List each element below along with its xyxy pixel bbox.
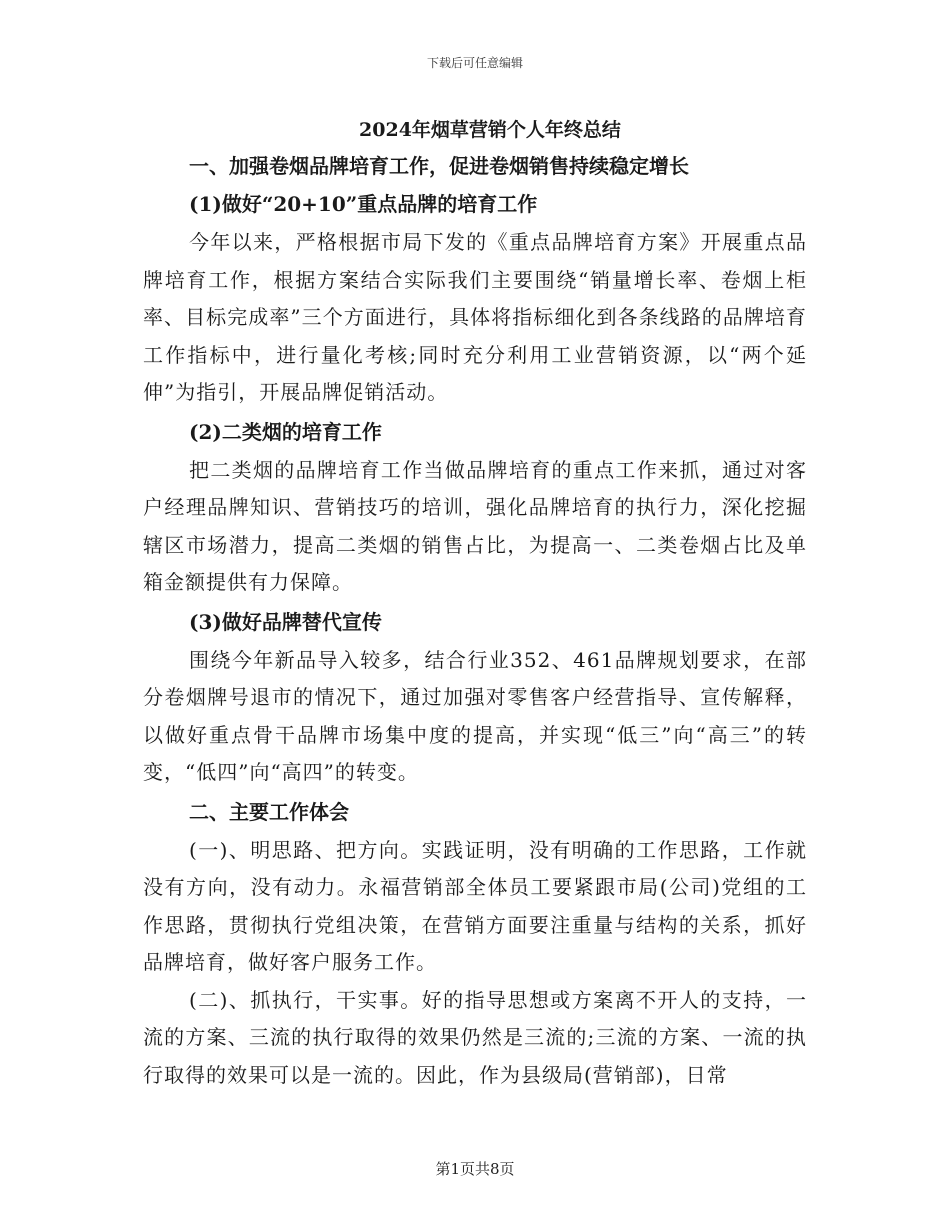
subsection-3-heading: (3)做好品牌替代宣传	[189, 609, 382, 634]
header-note: 下载后可任意编辑	[426, 56, 523, 70]
document-body	[143, 112, 807, 1094]
subsection-2-body: 把二类烟的品牌培育工作当做品牌培育的重点工作来抓，通过对客户经理品牌知识、营销技巧的培训，强化品牌培育的执行力，深化挖掘辖区市场潜力，提高二类烟的销售占比，为提高一、二类卷烟占比及单箱金额提供有力保障。	[143, 457, 807, 594]
page-number: 第1页共8页	[435, 1160, 515, 1178]
subsection-3-body: 围绕今年新品导入较多，结合行业352、461品牌规划要求，在部分卷烟牌号退市的情况下，通过加强对零售客户经营指导、宣传解释，以做好重点骨干品牌市场集中度的提高，并实现“低三”向“高三”的转变，“低四”向“高四”的转变。	[143, 647, 807, 784]
section-2-heading: 二、主要工作体会	[189, 799, 349, 824]
document-title: 2024年烟草营销个人年终总结	[359, 119, 621, 141]
subsection-2-heading: (2)二类烟的培育工作	[189, 419, 382, 444]
subsection-1-heading: (1)做好“20+10”重点品牌的培育工作	[189, 192, 538, 216]
subsection-1-body: 今年以来，严格根据市局下发的《重点品牌培育方案》开展重点品牌培育工作，根据方案结合实际我们主要围绕“销量增长率、卷烟上柜率、目标完成率”三个方面进行，具体将指标细化到各条线路的品牌培育工作指标中，进行量化考核;同时充分利用工业营销资源，以“两个延伸”为指引，开展品牌促销活动。	[143, 230, 807, 404]
section-2-paragraph-1: (一)、明思路、把方向。实践证明，没有明确的工作思路，工作就没有方向，没有动力。永福营销部全体员工要紧跟市局(公司)党组的工作思路，贯彻执行党组决策，在营销方面要注重量与结构的关系，抓好品牌培育，做好客户服务工作。	[143, 837, 807, 974]
section-1-heading: 一、加强卷烟品牌培育工作，促进卷烟销售持续稳定增长	[189, 154, 689, 178]
section-2-paragraph-2: (二)、抓执行，干实事。好的指导思想或方案离不开人的支持，一流的方案、三流的执行取得的效果仍然是三流的;三流的方案、一流的执行取得的效果可以是一流的。因此，作为县级局(营销部)，日常	[143, 987, 807, 1087]
